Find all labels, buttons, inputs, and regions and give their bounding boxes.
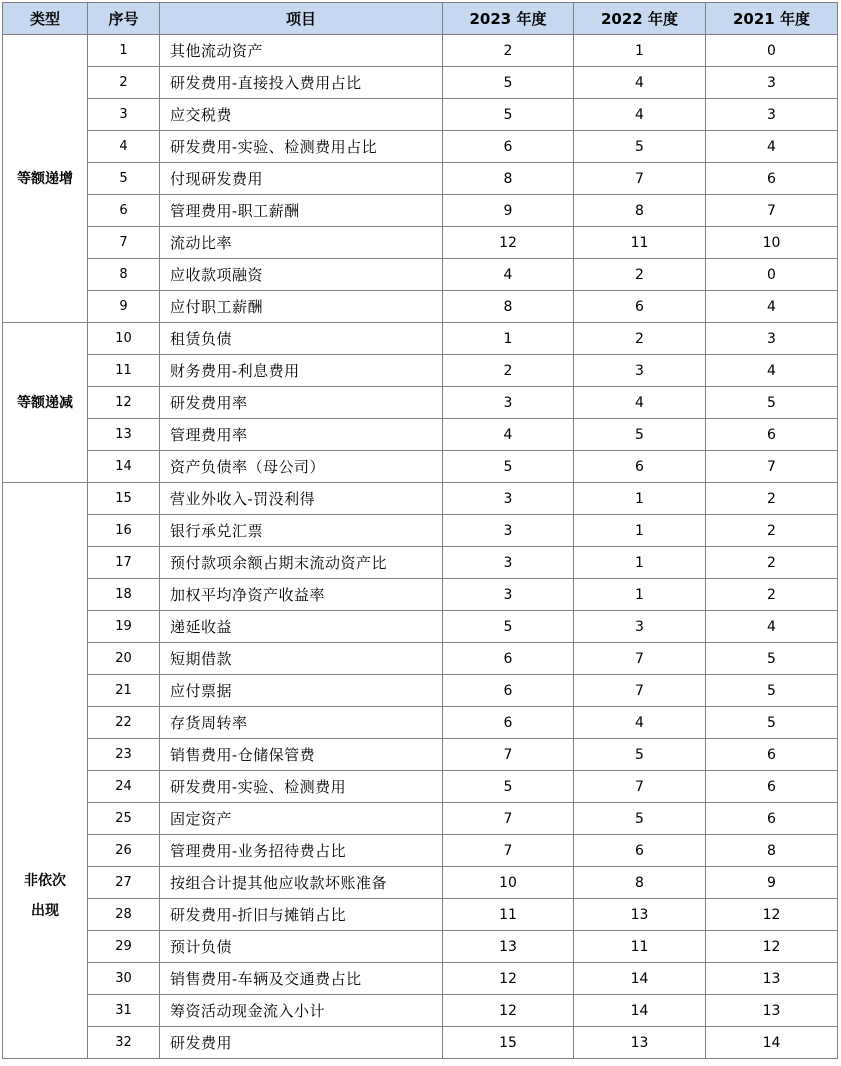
value-2022-cell: 6	[574, 835, 706, 867]
header-type: 类型	[3, 3, 88, 35]
item-cell: 研发费用-折旧与摊销占比	[160, 899, 443, 931]
table-row	[3, 547, 838, 579]
value-2021-cell: 3	[706, 323, 838, 355]
value-2021-cell: 7	[706, 195, 838, 227]
value-2023-cell: 7	[443, 803, 574, 835]
item-cell: 应收款项融资	[160, 259, 443, 291]
table-row	[3, 835, 838, 867]
value-2022-cell: 13	[574, 1027, 706, 1059]
item-cell: 短期借款	[160, 643, 443, 675]
header-item: 项目	[160, 3, 443, 35]
value-2022-cell: 7	[574, 163, 706, 195]
value-2022-cell: 5	[574, 131, 706, 163]
value-2022-cell: 1	[574, 515, 706, 547]
value-2021-cell: 6	[706, 803, 838, 835]
value-2021-cell: 12	[706, 899, 838, 931]
seq-cell: 17	[88, 547, 160, 579]
value-2021-cell: 6	[706, 419, 838, 451]
table-row	[3, 515, 838, 547]
value-2021-cell: 5	[706, 643, 838, 675]
value-2021-cell: 2	[706, 547, 838, 579]
table-row	[3, 643, 838, 675]
value-2021-cell: 4	[706, 291, 838, 323]
table-row	[3, 451, 838, 483]
item-cell: 预付款项余额占期末流动资产比	[160, 547, 443, 579]
value-2022-cell: 4	[574, 387, 706, 419]
item-cell: 应交税费	[160, 99, 443, 131]
value-2023-cell: 4	[443, 419, 574, 451]
value-2023-cell: 11	[443, 899, 574, 931]
value-2022-cell: 1	[574, 547, 706, 579]
table-row	[3, 579, 838, 611]
value-2023-cell: 5	[443, 771, 574, 803]
seq-cell: 26	[88, 835, 160, 867]
seq-cell: 31	[88, 995, 160, 1027]
seq-cell: 24	[88, 771, 160, 803]
seq-cell: 7	[88, 227, 160, 259]
value-2021-cell: 13	[706, 995, 838, 1027]
header-2023: 2023 年度	[443, 3, 574, 35]
value-2023-cell: 15	[443, 1027, 574, 1059]
seq-cell: 11	[88, 355, 160, 387]
value-2022-cell: 3	[574, 355, 706, 387]
value-2023-cell: 12	[443, 995, 574, 1027]
seq-cell: 28	[88, 899, 160, 931]
value-2022-cell: 2	[574, 323, 706, 355]
value-2021-cell: 3	[706, 67, 838, 99]
table-row	[3, 771, 838, 803]
value-2022-cell: 1	[574, 483, 706, 515]
value-2022-cell: 7	[574, 675, 706, 707]
item-cell: 应付票据	[160, 675, 443, 707]
value-2023-cell: 9	[443, 195, 574, 227]
table-row	[3, 291, 838, 323]
table-row	[3, 483, 838, 515]
table-row	[3, 1027, 838, 1059]
item-cell: 销售费用-仓储保管费	[160, 739, 443, 771]
value-2021-cell: 0	[706, 259, 838, 291]
seq-cell: 25	[88, 803, 160, 835]
table-row	[3, 707, 838, 739]
value-2022-cell: 11	[574, 931, 706, 963]
item-cell: 研发费用-实验、检测费用占比	[160, 131, 443, 163]
value-2021-cell: 5	[706, 707, 838, 739]
item-cell: 存货周转率	[160, 707, 443, 739]
table-row	[3, 163, 838, 195]
category-cell	[3, 323, 88, 483]
value-2022-cell: 7	[574, 771, 706, 803]
table-row	[3, 323, 838, 355]
value-2023-cell: 3	[443, 515, 574, 547]
value-2022-cell: 13	[574, 899, 706, 931]
value-2021-cell: 12	[706, 931, 838, 963]
value-2021-cell: 0	[706, 35, 838, 67]
table-row	[3, 899, 838, 931]
item-cell: 管理费用-职工薪酬	[160, 195, 443, 227]
seq-cell: 9	[88, 291, 160, 323]
value-2023-cell: 5	[443, 67, 574, 99]
table-row	[3, 675, 838, 707]
seq-cell: 32	[88, 1027, 160, 1059]
table-row	[3, 259, 838, 291]
item-cell: 销售费用-车辆及交通费占比	[160, 963, 443, 995]
value-2021-cell: 9	[706, 867, 838, 899]
table-row	[3, 995, 838, 1027]
item-cell: 应付职工薪酬	[160, 291, 443, 323]
value-2022-cell: 5	[574, 803, 706, 835]
data-table	[2, 2, 838, 1059]
table-row	[3, 35, 838, 67]
table-row	[3, 611, 838, 643]
value-2021-cell: 8	[706, 835, 838, 867]
seq-cell: 1	[88, 35, 160, 67]
value-2023-cell: 1	[443, 323, 574, 355]
item-cell: 管理费用率	[160, 419, 443, 451]
value-2022-cell: 14	[574, 963, 706, 995]
category-cell	[3, 35, 88, 323]
value-2021-cell: 4	[706, 611, 838, 643]
seq-cell: 21	[88, 675, 160, 707]
value-2022-cell: 1	[574, 35, 706, 67]
table-row	[3, 963, 838, 995]
seq-cell: 29	[88, 931, 160, 963]
value-2023-cell: 5	[443, 99, 574, 131]
item-cell: 预计负债	[160, 931, 443, 963]
value-2023-cell: 10	[443, 867, 574, 899]
value-2023-cell: 5	[443, 451, 574, 483]
seq-cell: 15	[88, 483, 160, 515]
category-cell	[3, 483, 88, 1059]
value-2021-cell: 5	[706, 387, 838, 419]
value-2023-cell: 2	[443, 35, 574, 67]
seq-cell: 12	[88, 387, 160, 419]
value-2021-cell: 6	[706, 739, 838, 771]
item-cell: 研发费用-直接投入费用占比	[160, 67, 443, 99]
seq-cell: 6	[88, 195, 160, 227]
table-row	[3, 739, 838, 771]
category-label: 等额递增	[17, 170, 73, 187]
value-2023-cell: 3	[443, 547, 574, 579]
item-cell: 营业外收入-罚没利得	[160, 483, 443, 515]
value-2022-cell: 5	[574, 419, 706, 451]
seq-cell: 22	[88, 707, 160, 739]
seq-cell: 18	[88, 579, 160, 611]
value-2022-cell: 8	[574, 195, 706, 227]
seq-cell: 2	[88, 67, 160, 99]
value-2022-cell: 4	[574, 707, 706, 739]
table-row	[3, 67, 838, 99]
value-2021-cell: 10	[706, 227, 838, 259]
header-row	[3, 3, 838, 35]
header-2022: 2022 年度	[574, 3, 706, 35]
item-cell: 资产负债率（母公司）	[160, 451, 443, 483]
table-row	[3, 227, 838, 259]
value-2023-cell: 3	[443, 483, 574, 515]
table-row	[3, 867, 838, 899]
seq-cell: 13	[88, 419, 160, 451]
seq-cell: 27	[88, 867, 160, 899]
seq-cell: 20	[88, 643, 160, 675]
value-2023-cell: 12	[443, 227, 574, 259]
item-cell: 管理费用-业务招待费占比	[160, 835, 443, 867]
value-2021-cell: 2	[706, 483, 838, 515]
item-cell: 财务费用-利息费用	[160, 355, 443, 387]
item-cell: 银行承兑汇票	[160, 515, 443, 547]
seq-cell: 19	[88, 611, 160, 643]
value-2021-cell: 13	[706, 963, 838, 995]
value-2022-cell: 11	[574, 227, 706, 259]
item-cell: 加权平均净资产收益率	[160, 579, 443, 611]
item-cell: 其他流动资产	[160, 35, 443, 67]
table-row	[3, 803, 838, 835]
value-2022-cell: 1	[574, 579, 706, 611]
value-2022-cell: 6	[574, 451, 706, 483]
value-2022-cell: 4	[574, 67, 706, 99]
value-2023-cell: 4	[443, 259, 574, 291]
value-2023-cell: 8	[443, 163, 574, 195]
item-cell: 研发费用-实验、检测费用	[160, 771, 443, 803]
item-cell: 研发费用率	[160, 387, 443, 419]
seq-cell: 4	[88, 131, 160, 163]
seq-cell: 14	[88, 451, 160, 483]
category-label-line1: 非依次	[24, 872, 66, 889]
value-2023-cell: 3	[443, 387, 574, 419]
value-2023-cell: 2	[443, 355, 574, 387]
value-2021-cell: 6	[706, 163, 838, 195]
value-2023-cell: 12	[443, 963, 574, 995]
value-2022-cell: 2	[574, 259, 706, 291]
value-2021-cell: 7	[706, 451, 838, 483]
value-2021-cell: 4	[706, 131, 838, 163]
value-2023-cell: 3	[443, 579, 574, 611]
table-row	[3, 195, 838, 227]
value-2021-cell: 6	[706, 771, 838, 803]
seq-cell: 16	[88, 515, 160, 547]
table-row	[3, 419, 838, 451]
seq-cell: 23	[88, 739, 160, 771]
value-2021-cell: 14	[706, 1027, 838, 1059]
value-2023-cell: 13	[443, 931, 574, 963]
value-2023-cell: 8	[443, 291, 574, 323]
value-2021-cell: 2	[706, 515, 838, 547]
value-2022-cell: 7	[574, 643, 706, 675]
value-2023-cell: 7	[443, 739, 574, 771]
seq-cell: 5	[88, 163, 160, 195]
category-label: 等额递减	[17, 394, 73, 411]
seq-cell: 30	[88, 963, 160, 995]
item-cell: 固定资产	[160, 803, 443, 835]
item-cell: 研发费用	[160, 1027, 443, 1059]
value-2022-cell: 8	[574, 867, 706, 899]
table-row	[3, 931, 838, 963]
value-2023-cell: 6	[443, 131, 574, 163]
item-cell: 按组合计提其他应收款坏账准备	[160, 867, 443, 899]
value-2021-cell: 2	[706, 579, 838, 611]
value-2022-cell: 3	[574, 611, 706, 643]
header-2021: 2021 年度	[706, 3, 838, 35]
item-cell: 租赁负债	[160, 323, 443, 355]
table-row	[3, 387, 838, 419]
table-row	[3, 355, 838, 387]
value-2021-cell: 5	[706, 675, 838, 707]
table-row	[3, 131, 838, 163]
value-2021-cell: 4	[706, 355, 838, 387]
value-2022-cell: 6	[574, 291, 706, 323]
value-2023-cell: 6	[443, 675, 574, 707]
seq-cell: 10	[88, 323, 160, 355]
value-2023-cell: 5	[443, 611, 574, 643]
value-2023-cell: 7	[443, 835, 574, 867]
value-2022-cell: 14	[574, 995, 706, 1027]
category-label-line2: 出现	[31, 902, 59, 919]
value-2023-cell: 6	[443, 707, 574, 739]
header-seq: 序号	[88, 3, 160, 35]
value-2022-cell: 5	[574, 739, 706, 771]
value-2022-cell: 4	[574, 99, 706, 131]
value-2023-cell: 6	[443, 643, 574, 675]
item-cell: 付现研发费用	[160, 163, 443, 195]
value-2021-cell: 3	[706, 99, 838, 131]
item-cell: 递延收益	[160, 611, 443, 643]
table-row	[3, 99, 838, 131]
item-cell: 筹资活动现金流入小计	[160, 995, 443, 1027]
item-cell: 流动比率	[160, 227, 443, 259]
seq-cell: 3	[88, 99, 160, 131]
seq-cell: 8	[88, 259, 160, 291]
